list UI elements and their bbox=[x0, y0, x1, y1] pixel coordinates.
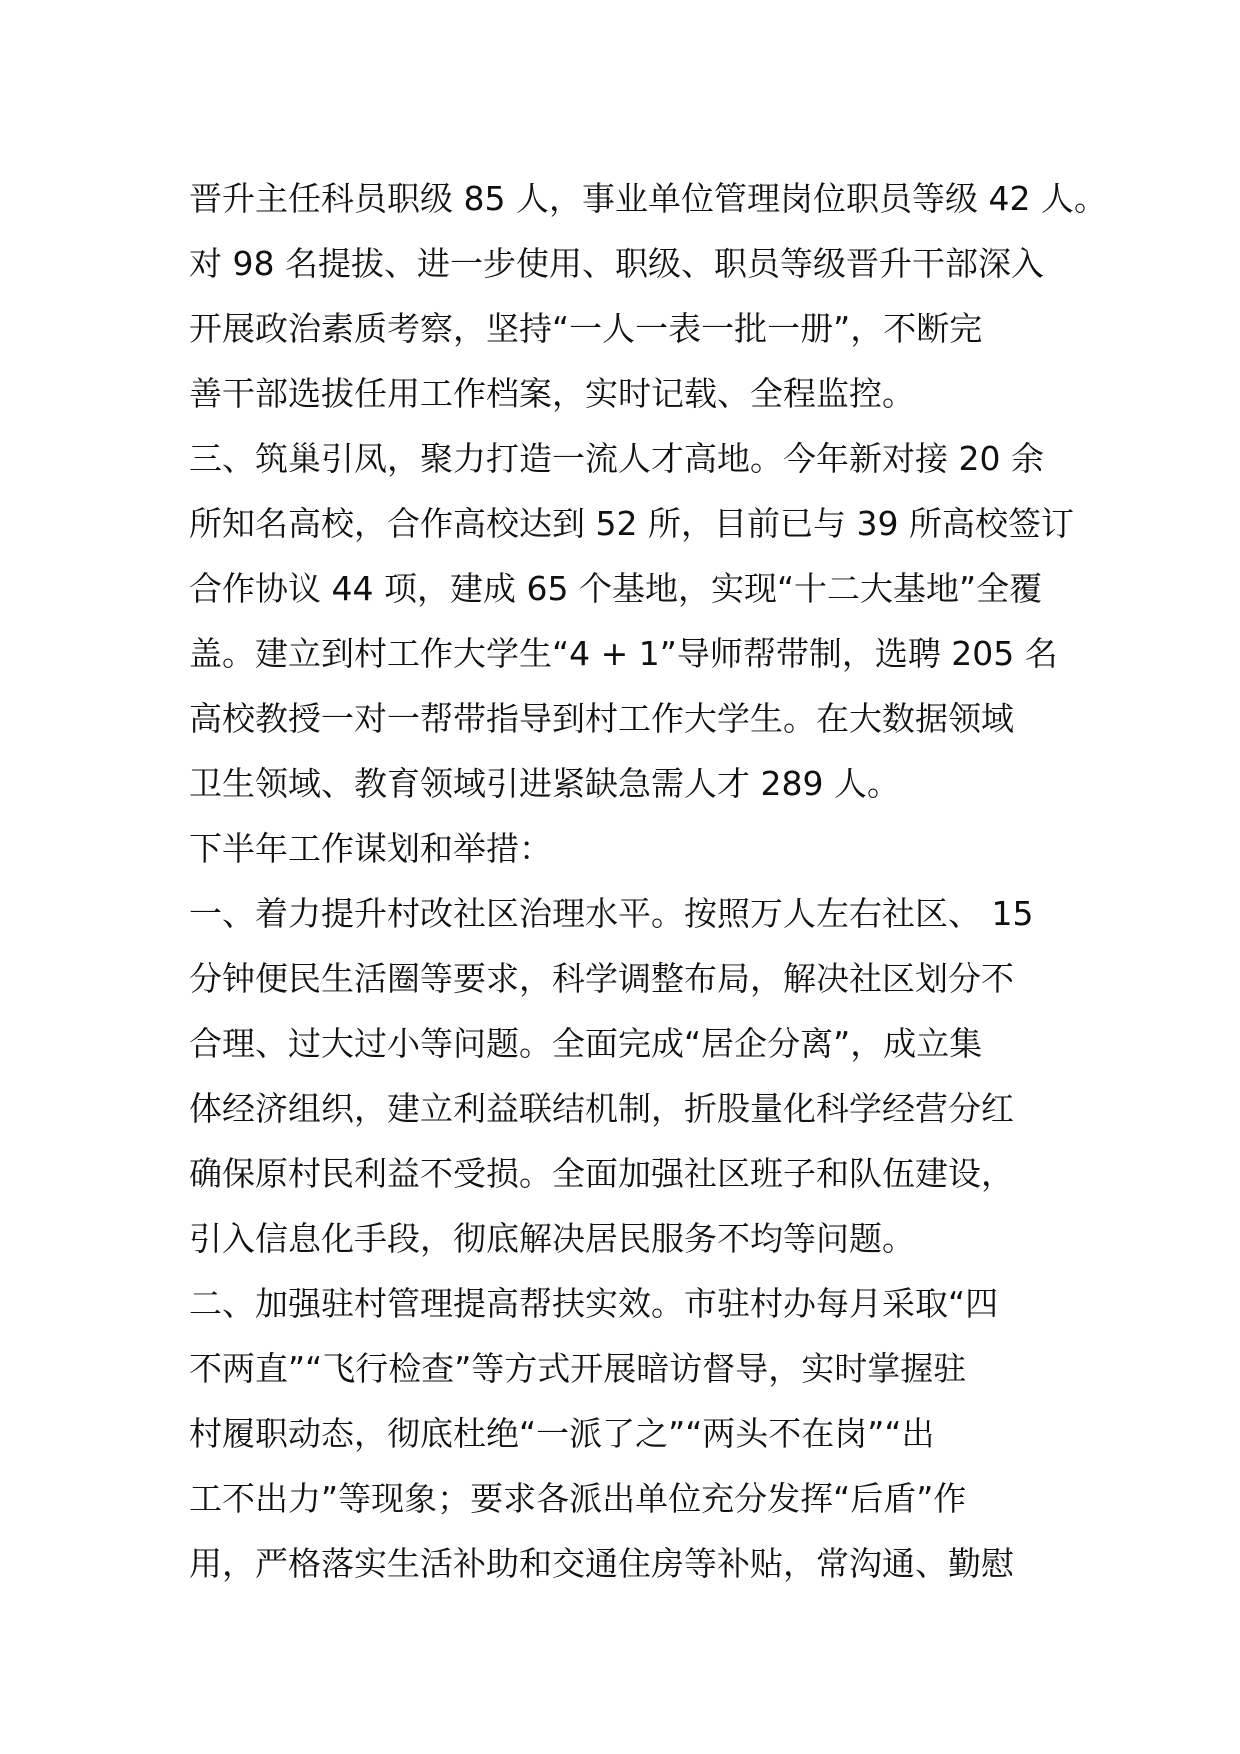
text-line: 引入信息化手段，彻底解决居民服务不均等问题。 bbox=[189, 1219, 915, 1258]
section-title: 下半年工作谋划和举措： bbox=[189, 829, 552, 868]
text-line: 开展政治素质考察，坚持“一人一表一批一册”，不断完 bbox=[189, 309, 983, 348]
text-line: 卫生领域、教育领域引进紧缺急需人才 289 人。 bbox=[189, 764, 900, 803]
text-line: 高校教授一对一帮带指导到村工作大学生。在大数据领域 bbox=[189, 699, 1014, 738]
text-line: 分钟便民生活圈等要求，科学调整布局，解决社区划分不 bbox=[189, 959, 1014, 998]
text-line: 用，严格落实生活补助和交通住房等补贴，常沟通、勤慰 bbox=[189, 1544, 1014, 1583]
section-heading-line: 三、筑巢引凤，聚力打造一流人才高地。今年新对接 20 余 bbox=[189, 439, 1044, 478]
text-line: 确保原村民利益不受损。全面加强社区班子和队伍建设， bbox=[189, 1154, 1014, 1193]
text-line: 合理、过大过小等问题。全面完成“居企分离”，成立集 bbox=[189, 1024, 983, 1063]
text-line: 对 98 名提拔、进一步使用、职级、职员等级晋升干部深入 bbox=[189, 244, 1044, 283]
text-line: 盖。建立到村工作大学生“4 + 1”导师帮带制，选聘 205 名 bbox=[189, 634, 1058, 673]
body-text bbox=[189, 166, 1107, 1596]
text-line: 体经济组织，建立利益联结机制，折股量化科学经营分红 bbox=[189, 1089, 1014, 1128]
section-heading-line: 一、着力提升村改社区治理水平。按照万人左右社区、 15 bbox=[189, 894, 1034, 933]
text-line: 所知名高校，合作高校达到 52 所，目前已与 39 所高校签订 bbox=[189, 504, 1074, 543]
text-line: 善干部选拔任用工作档案，实时记载、全程监控。 bbox=[189, 374, 915, 413]
text-line: 合作协议 44 项，建成 65 个基地，实现“十二大基地”全覆 bbox=[189, 569, 1043, 608]
text-line: 晋升主任科员职级 85 人，事业单位管理岗位职员等级 42 人。 bbox=[189, 179, 1107, 218]
text-line: 工不出力”等现象；要求各派出单位充分发挥“后盾”作 bbox=[189, 1479, 967, 1518]
text-line: 不两直”“飞行检查”等方式开展暗访督导，实时掌握驻 bbox=[189, 1349, 967, 1388]
text-line: 村履职动态，彻底杜绝“一派了之”“两头不在岗”“出 bbox=[189, 1414, 935, 1453]
section-heading-line: 二、加强驻村管理提高帮扶实效。市驻村办每月采取“四 bbox=[189, 1284, 999, 1323]
